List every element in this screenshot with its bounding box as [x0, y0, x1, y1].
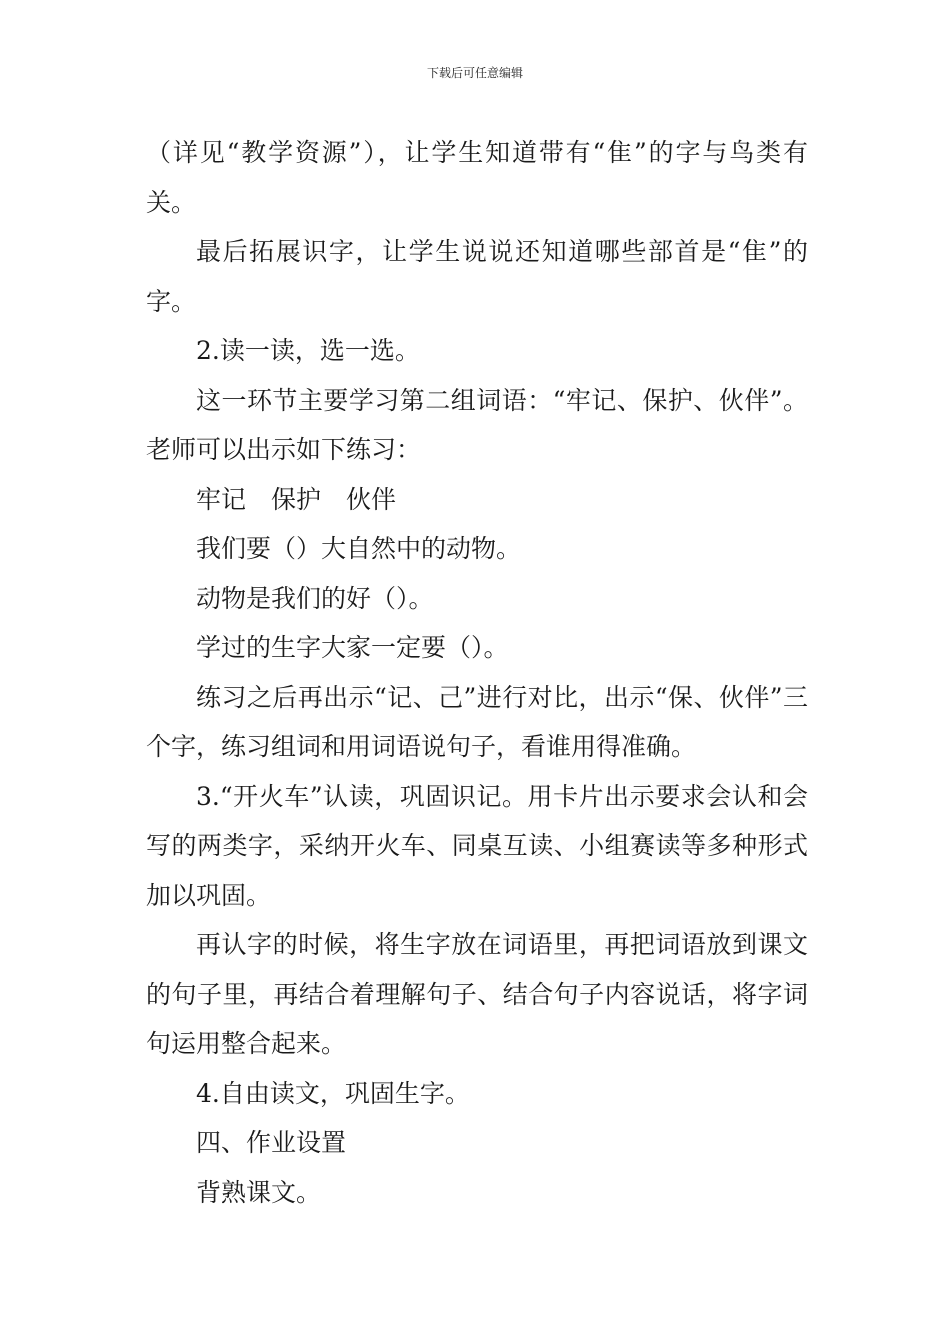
paragraph-resource-note: （详见“教学资源”），让学生知道带有“隹”的字与鸟类有关。: [146, 138, 808, 217]
step-4-free-reading: 4.自由读文，巩固生字。: [196, 1078, 470, 1108]
step-2-heading: 2.读一读，选一选。: [196, 336, 420, 365]
paragraph-word-group-two: 这一环节主要学习第二组词语：“牢记、保护、伙伴”。老师可以出示如下练习：: [146, 385, 808, 464]
step-3-train-reading: 3.“开火车”认读，巩固识记。用卡片出示要求会认和会写的两类字，采纳开火车、同桌互读、小组赛读等多种形式加以巩固。: [146, 781, 808, 910]
exercise-sentence-3: 学过的生字大家一定要（）。: [196, 633, 509, 662]
document-body: [146, 128, 808, 1217]
paragraph-character-integration: 再认字的时候，将生字放在词语里，再把词语放到课文的句子里，再结合着理解句子、结合句子内容说话，将字词句运用整合起来。: [146, 930, 808, 1058]
exercise-sentence-2: 动物是我们的好（）。: [196, 583, 434, 613]
homework-item: 背熟课文。: [196, 1177, 322, 1207]
exercise-sentence-1: 我们要（）大自然中的动物。: [196, 534, 522, 563]
section-homework-heading: 四、作业设置: [196, 1128, 347, 1157]
page-header-note: 下载后可任意编辑: [426, 66, 523, 80]
paragraph-compare-characters: 练习之后再出示“记、己”进行对比，出示“保、伙伴”三个字，练习组词和用词语说句子，看谁用得准确。: [146, 682, 808, 761]
paragraph-extension-literacy: 最后拓展识字，让学生说说还知道哪些部首是“隹”的字。: [146, 237, 808, 316]
exercise-word-list: 牢记 保护 伙伴: [196, 484, 397, 514]
